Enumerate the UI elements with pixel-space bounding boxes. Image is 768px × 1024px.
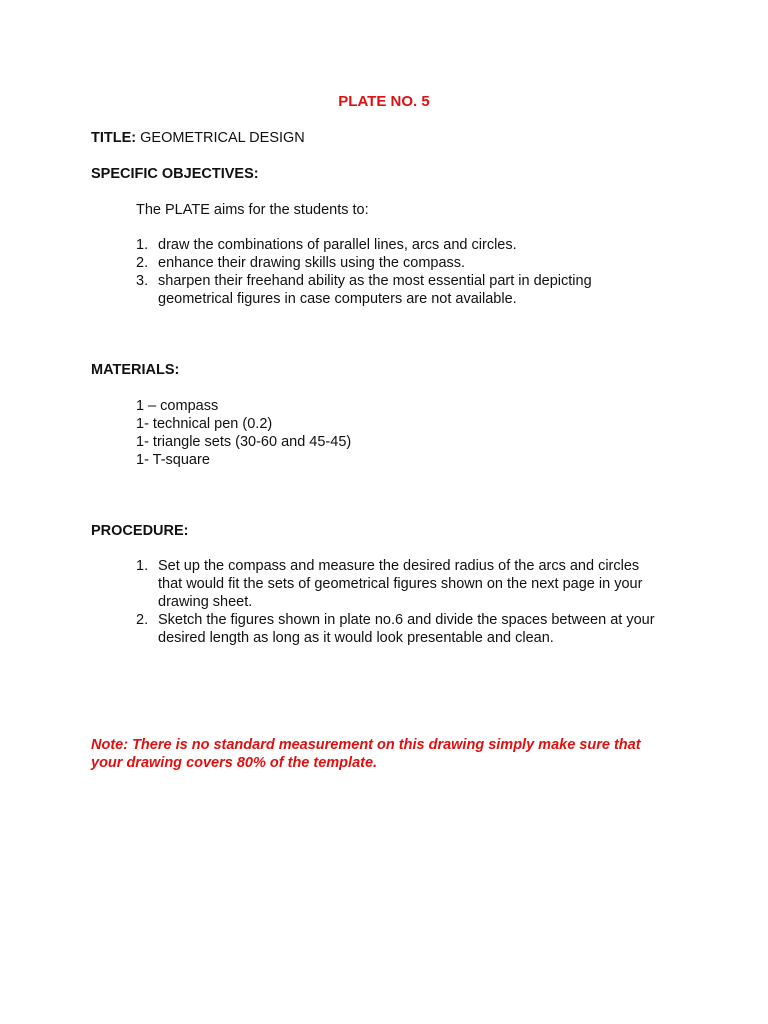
list-item: 1- triangle sets (30-60 and 45-45) (136, 434, 352, 450)
list-item-text: draw the combinations of parallel lines, arcs and circles. (158, 237, 517, 253)
materials-heading: MATERIALS: (91, 362, 180, 378)
list-number: 1. (136, 237, 149, 253)
list-item-text: Set up the compass and measure the desired radius of the arcs and circles (158, 558, 640, 574)
list-number: 2. (136, 255, 149, 271)
list-item-text: drawing sheet. (158, 594, 253, 610)
objectives-heading: SPECIFIC OBJECTIVES: (91, 166, 259, 182)
list-number: 2. (136, 612, 149, 628)
list-item-text: Sketch the figures shown in plate no.6 and divide the spaces between at your (158, 612, 655, 628)
procedure-heading: PROCEDURE: (91, 523, 189, 539)
list-item: 1- T-square (136, 452, 210, 468)
list-item-text: geometrical figures in case computers are not available. (158, 291, 517, 307)
list-item-text: desired length as long as it would look presentable and clean. (158, 630, 554, 646)
objectives-intro: The PLATE aims for the students to: (136, 202, 369, 218)
list-number: 3. (136, 273, 149, 289)
title-value: GEOMETRICAL DESIGN (136, 130, 305, 146)
note-line: your drawing covers 80% of the template. (91, 755, 378, 771)
list-number: 1. (136, 558, 149, 574)
list-item-text: that would fit the sets of geometrical figures shown on the next page in your (158, 576, 643, 592)
title-line (91, 129, 305, 147)
note-line: Note: There is no standard measurement on this drawing simply make sure that (91, 737, 641, 753)
title-label: TITLE: (91, 130, 137, 146)
list-item: 1- technical pen (0.2) (136, 416, 273, 432)
list-item: 1 – compass (136, 398, 219, 414)
list-item-text: sharpen their freehand ability as the most essential part in depicting (158, 273, 592, 289)
plate-title: PLATE NO. 5 (338, 93, 430, 110)
list-item-text: enhance their drawing skills using the compass. (158, 255, 466, 271)
